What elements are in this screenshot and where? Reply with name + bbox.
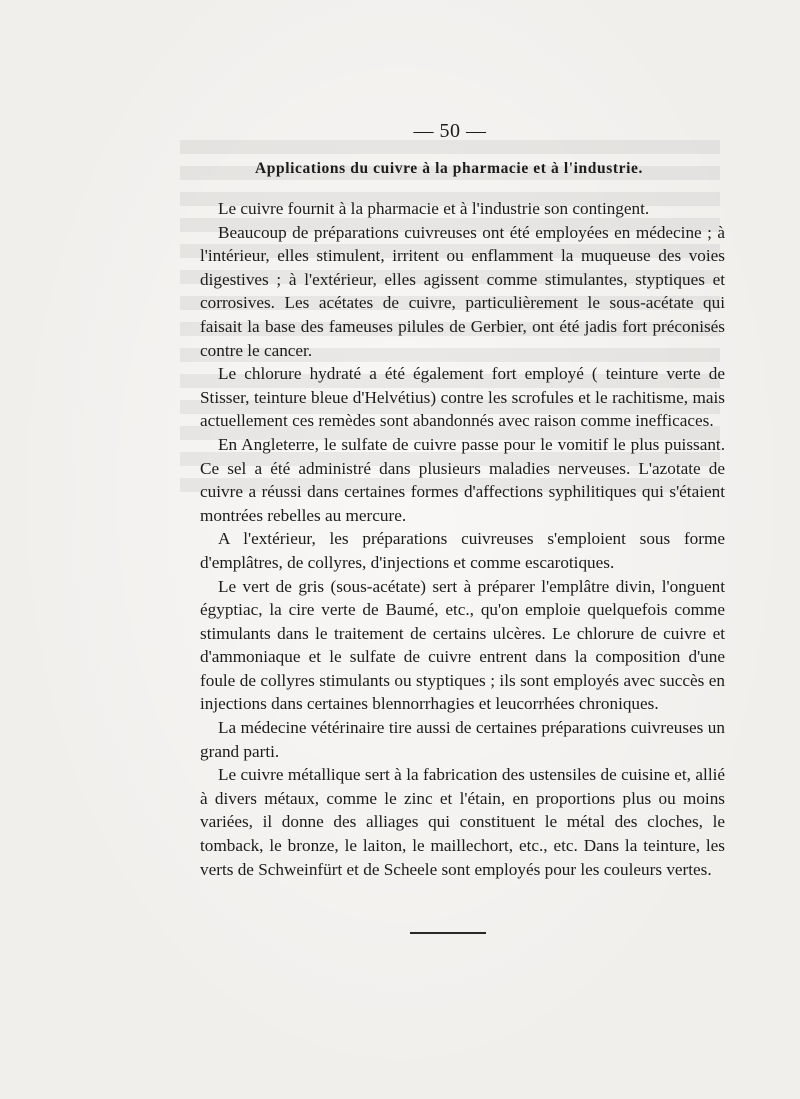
- paragraph: Le vert de gris (sous-acétate) sert à préparer l'emplâtre divin, l'onguent égyptiac, la cire verte de Baumé, etc., qu'on emploie quelquefois comme stimulants dans le traitement de certains ulcères. Le chlorure de cuivre et d'ammoniaque et le sulfate de cuivre entrent dans la composition d'une foule de collyres stimulants ou styptiques ; ils sont employés avec succès en injections dans certaines blennorrhagies et leucorrhées chroniques.: [200, 576, 725, 714]
- end-rule: [410, 932, 486, 934]
- paragraph: En Angleterre, le sulfate de cuivre passe pour le vomitif le plus puissant. Ce sel a été administré dans plusieurs maladies nerveuses. L'azotate de cuivre a réussi dans certaines formes d'affections syphilitiques qui s'étaient montrées rebelles au mercure.: [200, 434, 725, 525]
- paragraph: La médecine vétérinaire tire aussi de certaines préparations cuivreuses un grand parti.: [200, 718, 725, 761]
- paragraph: Le cuivre métallique sert à la fabrication des ustensiles de cuisine et, allié à divers métaux, comme le zinc et l'étain, en proportions plus ou moins variées, il donne des alliages qui constituent le métal des cloches, le tomback, le bronze, le laiton, le maillechort, etc., etc. Dans la teinture, les verts de Schweinfürt et de Scheele sont employés pour les couleurs vertes.: [200, 765, 725, 879]
- paragraph: A l'extérieur, les préparations cuivreuses s'emploient sous forme d'emplâtres, de collyres, d'injections et comme escarotiques.: [200, 529, 725, 572]
- paragraph: Beaucoup de préparations cuivreuses ont été employées en médecine ; à l'intérieur, elles stimulent, irritent ou enflamment la muqueuse des voies digestives ; à l'extérieur, elles agissent comme stimulantes, styptiques et corrosives. Les acétates de cuivre, particulièrement le sous-acétate qui faisait la base des fameuses pilules de Gerbier, ont été jadis fort préconisés contre le cancer.: [200, 222, 725, 360]
- body-text: [200, 197, 725, 881]
- paragraph: Le cuivre fournit à la pharmacie et à l'industrie son contingent.: [218, 199, 650, 218]
- paragraph: Le chlorure hydraté a été également fort employé ( teinture verte de Stisser, teinture bleue d'Helvétius) contre les scrofules et le rachitisme, mais actuellement ces remèdes sont abandonnés avec raison comme inefficaces.: [200, 364, 725, 431]
- page-number: — 50 —: [413, 120, 487, 142]
- section-heading: Applications du cuivre à la pharmacie et à l'industrie.: [255, 160, 643, 177]
